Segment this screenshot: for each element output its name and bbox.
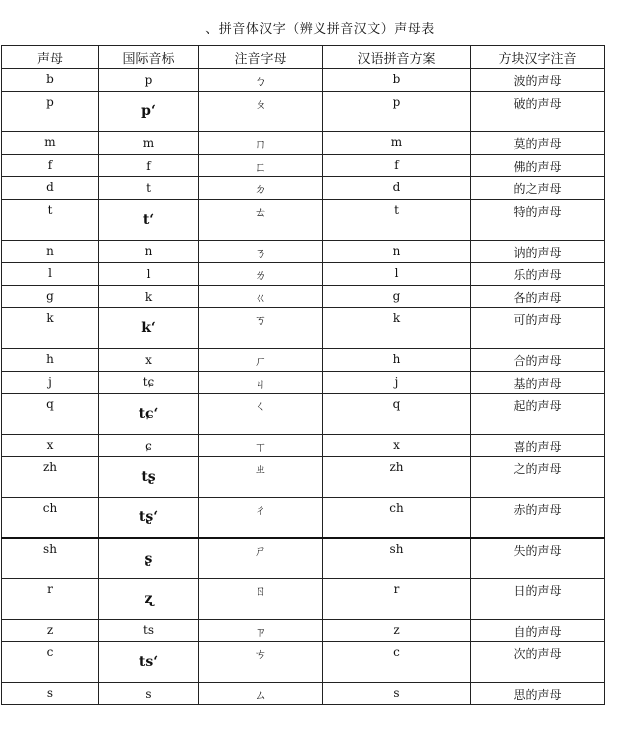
cell-pinyin-text: ch xyxy=(389,500,404,515)
cell-hanzi-text: 起的声母 xyxy=(513,399,562,414)
cell-pinyin xyxy=(323,394,471,435)
cell-pinyin-text: t xyxy=(394,202,399,217)
cell-hanzi xyxy=(471,69,605,92)
cell-zhuyin-text: ㄊ xyxy=(254,204,267,219)
cell-hanzi-text: 次的声母 xyxy=(513,647,562,662)
cell-zhuyin xyxy=(199,91,323,132)
cell-pinyin-text: b xyxy=(392,72,401,86)
cell-hanzi-text: 日的声母 xyxy=(513,584,562,599)
cell-hanzi xyxy=(471,619,605,642)
cell-shengmu-text: s xyxy=(46,685,54,700)
cell-zhuyin xyxy=(199,682,323,705)
cell-zhuyin xyxy=(199,132,323,155)
cell-shengmu xyxy=(2,538,99,579)
cell-ipa-text: tʂʻ xyxy=(138,509,159,526)
cell-zhuyin xyxy=(199,497,323,538)
cell-ipa xyxy=(99,538,199,579)
cell-pinyin-text: x xyxy=(393,437,400,452)
cell-pinyin xyxy=(323,371,471,394)
cell-zhuyin-text: ㄘ xyxy=(254,647,267,662)
cell-shengmu-text: f xyxy=(47,157,53,172)
cell-pinyin xyxy=(323,132,471,155)
cell-zhuyin xyxy=(199,308,323,349)
cell-shengmu xyxy=(2,69,99,92)
table-row xyxy=(2,538,605,579)
cell-ipa xyxy=(99,579,199,620)
cell-ipa-text: x xyxy=(145,352,152,367)
cell-zhuyin-text: ㄏ xyxy=(254,353,267,368)
cell-shengmu xyxy=(2,240,99,263)
cell-ipa-text: s xyxy=(145,686,152,701)
cell-zhuyin xyxy=(199,263,323,286)
cell-pinyin-text: q xyxy=(392,397,401,412)
cell-pinyin-text: g xyxy=(392,288,401,303)
cell-zhuyin xyxy=(199,579,323,620)
cell-pinyin-text: zh xyxy=(389,460,404,475)
cell-ipa-text: p xyxy=(144,72,153,87)
cell-hanzi-text: 之的声母 xyxy=(513,462,562,477)
cell-hanzi xyxy=(471,348,605,371)
cell-zhuyin xyxy=(199,240,323,263)
cell-hanzi-text: 各的声母 xyxy=(513,290,562,305)
cell-shengmu xyxy=(2,199,99,240)
cell-shengmu xyxy=(2,434,99,457)
cell-zhuyin-text: ㄋ xyxy=(254,245,267,260)
cell-hanzi xyxy=(471,308,605,349)
cell-pinyin-text: n xyxy=(392,243,401,258)
cell-zhuyin xyxy=(199,394,323,435)
cell-pinyin xyxy=(323,69,471,92)
cell-hanzi xyxy=(471,177,605,200)
table-row xyxy=(2,154,605,177)
cell-hanzi xyxy=(471,538,605,579)
cell-pinyin-text: k xyxy=(392,311,401,326)
cell-ipa xyxy=(99,177,199,200)
cell-shengmu xyxy=(2,308,99,349)
cell-pinyin xyxy=(323,177,471,200)
table-row xyxy=(2,199,605,240)
cell-shengmu-text: sh xyxy=(43,542,57,556)
cell-hanzi-text: 莫的声母 xyxy=(513,137,562,152)
cell-ipa-text: k xyxy=(144,289,153,304)
cell-pinyin-text: z xyxy=(393,622,400,637)
cell-pinyin xyxy=(323,263,471,286)
cell-pinyin-text: l xyxy=(394,266,399,281)
cell-shengmu xyxy=(2,285,99,308)
cell-hanzi xyxy=(471,457,605,498)
cell-pinyin-text: j xyxy=(394,374,399,389)
cell-zhuyin xyxy=(199,348,323,371)
table-row xyxy=(2,642,605,683)
cell-zhuyin xyxy=(199,642,323,683)
table-row xyxy=(2,348,605,371)
table-header xyxy=(2,46,605,69)
cell-shengmu-text: q xyxy=(46,397,54,412)
cell-hanzi xyxy=(471,682,605,705)
cell-pinyin xyxy=(323,497,471,538)
cell-shengmu-text: h xyxy=(46,351,54,366)
cell-shengmu xyxy=(2,394,99,435)
cell-zhuyin-text: ㄙ xyxy=(254,687,267,702)
cell-ipa xyxy=(99,240,199,263)
cell-zhuyin-text: ㄓ xyxy=(254,462,267,477)
cell-shengmu xyxy=(2,348,99,371)
table-row xyxy=(2,497,605,538)
cell-ipa xyxy=(99,132,199,155)
table-row xyxy=(2,177,605,200)
cell-hanzi xyxy=(471,497,605,538)
cell-shengmu-text: c xyxy=(46,645,54,660)
table-row xyxy=(2,682,605,705)
cell-ipa-text: tɕʻ xyxy=(138,405,159,422)
cell-hanzi-text: 基的声母 xyxy=(513,376,562,391)
cell-hanzi-text: 佛的声母 xyxy=(513,159,562,174)
cell-shengmu xyxy=(2,371,99,394)
cell-zhuyin xyxy=(199,285,323,308)
cell-shengmu-text: d xyxy=(46,180,54,195)
cell-zhuyin xyxy=(199,619,323,642)
cell-zhuyin-text: ㄖ xyxy=(254,584,267,599)
cell-hanzi-text: 乐的声母 xyxy=(513,268,562,283)
cell-hanzi xyxy=(471,199,605,240)
cell-pinyin xyxy=(323,682,471,705)
cell-zhuyin xyxy=(199,371,323,394)
cell-hanzi xyxy=(471,434,605,457)
table-row xyxy=(2,308,605,349)
table-body xyxy=(2,69,605,705)
cell-zhuyin xyxy=(199,69,323,92)
cell-shengmu-text: x xyxy=(46,437,54,452)
cell-zhuyin-text: ㄒ xyxy=(254,439,267,454)
cell-ipa-text: f xyxy=(146,158,151,173)
cell-zhuyin-text: ㄉ xyxy=(254,182,267,197)
cell-hanzi-text: 失的声母 xyxy=(513,544,562,558)
cell-zhuyin xyxy=(199,199,323,240)
table-row xyxy=(2,619,605,642)
cell-pinyin-text: d xyxy=(392,180,401,195)
header-pinyin: 汉语拼音方案 xyxy=(323,46,471,69)
cell-ipa-text: tsʻ xyxy=(138,654,159,671)
cell-zhuyin-text: ㄗ xyxy=(254,624,267,639)
cell-ipa-text: n xyxy=(144,244,153,259)
cell-pinyin-text: r xyxy=(393,582,400,597)
table-row xyxy=(2,240,605,263)
cell-ipa xyxy=(99,457,199,498)
cell-hanzi xyxy=(471,579,605,620)
cell-ipa-text: tʻ xyxy=(142,211,155,228)
cell-pinyin xyxy=(323,619,471,642)
cell-pinyin xyxy=(323,348,471,371)
table-row xyxy=(2,91,605,132)
cell-pinyin-text: s xyxy=(393,685,400,700)
cell-shengmu-text: t xyxy=(47,202,53,217)
shengmu-table xyxy=(1,45,605,705)
cell-pinyin-text: c xyxy=(393,645,400,660)
cell-hanzi xyxy=(471,285,605,308)
cell-ipa-text: ɕ xyxy=(145,438,152,453)
cell-hanzi-text: 破的声母 xyxy=(513,96,562,111)
cell-ipa-text: tɕ xyxy=(142,375,155,390)
cell-ipa xyxy=(99,682,199,705)
cell-zhuyin-text: ㄔ xyxy=(254,502,267,517)
table-row xyxy=(2,285,605,308)
cell-pinyin xyxy=(323,154,471,177)
cell-shengmu-text: k xyxy=(46,311,54,326)
cell-ipa-text: l xyxy=(146,266,151,281)
cell-zhuyin-text: ㄐ xyxy=(254,376,267,391)
cell-shengmu-text: z xyxy=(46,622,54,637)
cell-hanzi-text: 特的声母 xyxy=(513,204,562,219)
table-title: 、拼音体汉字（辨义拼音汉文）声母表 xyxy=(205,22,435,37)
cell-hanzi xyxy=(471,132,605,155)
header-row xyxy=(2,46,605,69)
cell-zhuyin-text: ㄈ xyxy=(254,159,267,174)
cell-ipa xyxy=(99,154,199,177)
cell-zhuyin-text: ㄅ xyxy=(254,74,267,88)
cell-hanzi-text: 波的声母 xyxy=(513,74,562,88)
table-row xyxy=(2,69,605,92)
cell-ipa xyxy=(99,348,199,371)
cell-ipa-text: kʻ xyxy=(141,320,156,337)
cell-shengmu-text: g xyxy=(46,288,54,303)
table-row xyxy=(2,457,605,498)
cell-zhuyin-text: ㄎ xyxy=(254,313,267,328)
cell-pinyin-text: h xyxy=(392,351,401,366)
cell-zhuyin xyxy=(199,457,323,498)
cell-pinyin xyxy=(323,240,471,263)
cell-hanzi-text: 赤的声母 xyxy=(513,502,562,517)
cell-hanzi xyxy=(471,240,605,263)
cell-ipa xyxy=(99,394,199,435)
cell-pinyin-text: m xyxy=(390,135,403,150)
header-ipa: 国际音标 xyxy=(99,46,199,69)
table-row xyxy=(2,434,605,457)
cell-pinyin-text: p xyxy=(392,94,401,109)
cell-zhuyin xyxy=(199,538,323,579)
cell-shengmu-text: b xyxy=(46,72,54,86)
cell-ipa xyxy=(99,199,199,240)
cell-shengmu xyxy=(2,91,99,132)
cell-zhuyin-text: ㄆ xyxy=(254,96,267,111)
cell-shengmu xyxy=(2,263,99,286)
cell-zhuyin xyxy=(199,177,323,200)
cell-zhuyin-text: ㄌ xyxy=(254,268,267,283)
cell-shengmu-text: n xyxy=(46,243,54,258)
cell-ipa xyxy=(99,263,199,286)
cell-ipa-text: ʐ xyxy=(144,590,153,607)
cell-ipa xyxy=(99,497,199,538)
table-row xyxy=(2,394,605,435)
cell-shengmu xyxy=(2,132,99,155)
cell-hanzi-text: 合的声母 xyxy=(513,353,562,368)
cell-ipa xyxy=(99,642,199,683)
cell-ipa-text: t xyxy=(146,181,151,196)
cell-shengmu xyxy=(2,682,99,705)
cell-ipa-text: m xyxy=(142,135,155,150)
cell-pinyin xyxy=(323,538,471,579)
cell-ipa xyxy=(99,434,199,457)
table-row xyxy=(2,579,605,620)
cell-zhuyin xyxy=(199,154,323,177)
cell-shengmu-text: r xyxy=(47,582,53,597)
table-row xyxy=(2,263,605,286)
cell-hanzi xyxy=(471,394,605,435)
cell-shengmu-text: j xyxy=(48,374,52,389)
cell-ipa xyxy=(99,619,199,642)
cell-ipa xyxy=(99,308,199,349)
cell-shengmu xyxy=(2,579,99,620)
cell-hanzi xyxy=(471,91,605,132)
cell-shengmu xyxy=(2,497,99,538)
cell-shengmu-text: zh xyxy=(42,460,58,475)
cell-hanzi xyxy=(471,642,605,683)
cell-hanzi-text: 的之声母 xyxy=(513,182,562,197)
cell-ipa-text: ts xyxy=(143,623,154,638)
header-hanzi: 方块汉字注音 xyxy=(471,46,605,69)
cell-hanzi xyxy=(471,154,605,177)
cell-shengmu xyxy=(2,177,99,200)
cell-ipa xyxy=(99,371,199,394)
cell-ipa-text: ʂ xyxy=(144,550,153,567)
cell-zhuyin-text: ㄇ xyxy=(254,137,267,152)
cell-zhuyin-text: ㄑ xyxy=(254,399,267,414)
cell-shengmu xyxy=(2,457,99,498)
cell-zhuyin-text: ㄕ xyxy=(254,544,267,558)
cell-hanzi-text: 讷的声母 xyxy=(513,245,562,260)
cell-zhuyin xyxy=(199,434,323,457)
cell-shengmu-text: m xyxy=(44,135,56,150)
cell-zhuyin-text: ㄍ xyxy=(254,290,267,305)
cell-pinyin xyxy=(323,308,471,349)
cell-ipa xyxy=(99,91,199,132)
cell-pinyin xyxy=(323,199,471,240)
cell-ipa-text: pʻ xyxy=(141,103,156,120)
cell-pinyin xyxy=(323,457,471,498)
cell-shengmu xyxy=(2,642,99,683)
cell-ipa xyxy=(99,69,199,92)
cell-shengmu xyxy=(2,154,99,177)
cell-hanzi-text: 可的声母 xyxy=(513,313,562,328)
cell-pinyin xyxy=(323,91,471,132)
cell-pinyin xyxy=(323,434,471,457)
table-row xyxy=(2,371,605,394)
cell-pinyin xyxy=(323,642,471,683)
cell-shengmu xyxy=(2,619,99,642)
header-shengmu: 声母 xyxy=(2,46,99,69)
header-zhuyin: 注音字母 xyxy=(199,46,323,69)
cell-shengmu-text: p xyxy=(46,94,54,109)
cell-ipa xyxy=(99,285,199,308)
cell-ipa-text: tʂ xyxy=(141,469,156,486)
cell-pinyin-text: sh xyxy=(389,542,404,556)
cell-hanzi-text: 喜的声母 xyxy=(513,439,562,454)
cell-shengmu-text: ch xyxy=(42,500,58,515)
cell-shengmu-text: l xyxy=(48,266,52,281)
cell-pinyin xyxy=(323,285,471,308)
cell-hanzi-text: 思的声母 xyxy=(513,687,562,702)
cell-hanzi xyxy=(471,371,605,394)
cell-pinyin-text: f xyxy=(394,157,399,172)
cell-hanzi xyxy=(471,263,605,286)
table-row xyxy=(2,132,605,155)
cell-hanzi-text: 自的声母 xyxy=(513,624,562,639)
cell-pinyin xyxy=(323,579,471,620)
